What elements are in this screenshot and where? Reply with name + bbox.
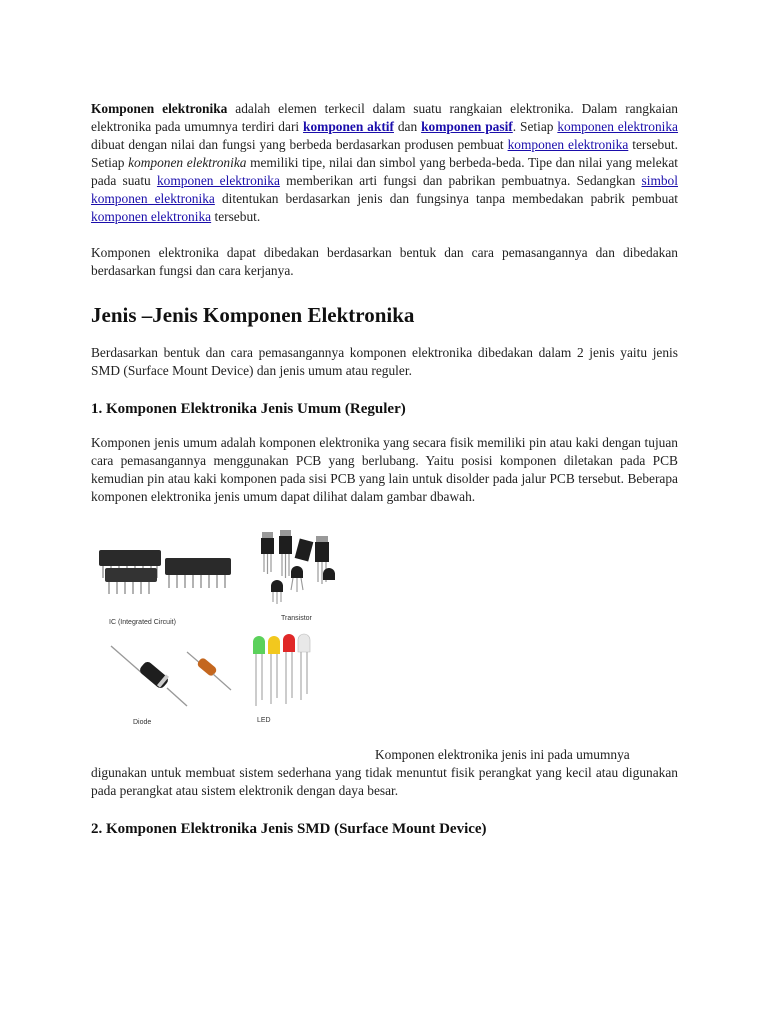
text-run: dibuat dengan nilai dan fungsi yang berbeda berdasarkan produsen pembuat (91, 137, 508, 152)
link-komponen-elektronika[interactable]: komponen elektronika (507, 137, 629, 152)
emphasis-text: komponen elektronika (128, 155, 247, 170)
text-run: . Setiap (512, 119, 558, 134)
article-body (91, 100, 678, 854)
paragraph-jenis: Berdasarkan bentuk dan cara pemasangannya komponen elektronika dibedakan dalam 2 jenis yaitu jenis SMD (Surface Mount Device) dan jenis umum atau reguler. (91, 345, 678, 378)
label-led: LED (257, 717, 271, 724)
term-bold: Komponen elektronika (91, 101, 228, 116)
text-run: tersebut. (211, 209, 261, 224)
paragraph-umum: Komponen jenis umum adalah komponen elektronika yang secara fisik memiliki pin atau kaki dengan tujuan cara pemasangannya menggunakan PCB yang berlubang. Yaitu posisi komponen diletakan pada PCB kemudian pin atau kaki komponen pada sisi PCB yang lain untuk disolder pada jalur PCB tersebut. Beberapa komponen elektronika jenis umum dapat dilihat dalam gambar dbawah. (91, 435, 678, 504)
text-run: memiliki tipe, nilai dan simbol yang berbeda-beda. Tipe dan nilai yang melekat pada suatu (91, 155, 678, 188)
ic-chip-icon (99, 550, 231, 594)
link-komponen-pasif[interactable]: komponen pasif (421, 119, 513, 134)
text-run: ditentukan berdasarkan jenis dan fungsinya tanpa membedakan pabrik pembuat (214, 191, 678, 206)
section-heading: Jenis –Jenis Komponen Elektronika (91, 303, 415, 327)
subsection-heading-2: 2. Komponen Elektronika Jenis SMD (Surface Mount Device) (91, 821, 487, 837)
transistor-icon (261, 530, 335, 604)
diode-icon (111, 646, 231, 706)
paragraph-bentuk: Komponen elektronika dapat dibedakan berdasarkan bentuk dan cara pemasangannya dan dibedakan berdasarkan fungsi dan cara kerjanya. (91, 245, 678, 278)
paragraph-umum-usage: digunakan untuk membuat sistem sederhana yang tidak menuntut fisik perangkat yang kecil atau digunakan pada perangkat atau sistem elektronik dengan daya besar. (91, 765, 678, 798)
led-icon (253, 634, 310, 706)
link-komponen-elektronika[interactable]: komponen elektronika (91, 209, 212, 224)
label-transistor: Transistor (281, 615, 312, 622)
link-komponen-aktif[interactable]: komponen aktif (303, 119, 394, 134)
text-run: memberikan arti fungsi dan pabrikan pembuatnya. Sedangkan (279, 173, 642, 188)
intro-paragraph (91, 100, 678, 226)
link-komponen-elektronika[interactable]: komponen elektronika (156, 173, 280, 188)
components-figure (91, 528, 341, 748)
figure-row (91, 528, 678, 764)
text-run: adalah elemen terkecil dalam suatu rangkaian elektronika. Dalam rangkaian elektronika pada umumnya terdiri dari (91, 101, 678, 134)
subsection-heading-1: 1. Komponen Elektronika Jenis Umum (Reguler) (91, 401, 406, 417)
link-komponen-elektronika[interactable]: komponen elektronika (557, 119, 679, 134)
text-run: dan (393, 119, 422, 134)
label-diode: Diode (133, 719, 152, 726)
text-run: tersebut. Setiap (91, 137, 678, 170)
figure-trailing-text: Komponen elektronika jenis ini pada umumnya (375, 747, 630, 762)
label-ic: IC (Integrated Circuit) (109, 619, 176, 626)
link-simbol-komponen[interactable]: simbol komponen elektronika (91, 173, 678, 206)
